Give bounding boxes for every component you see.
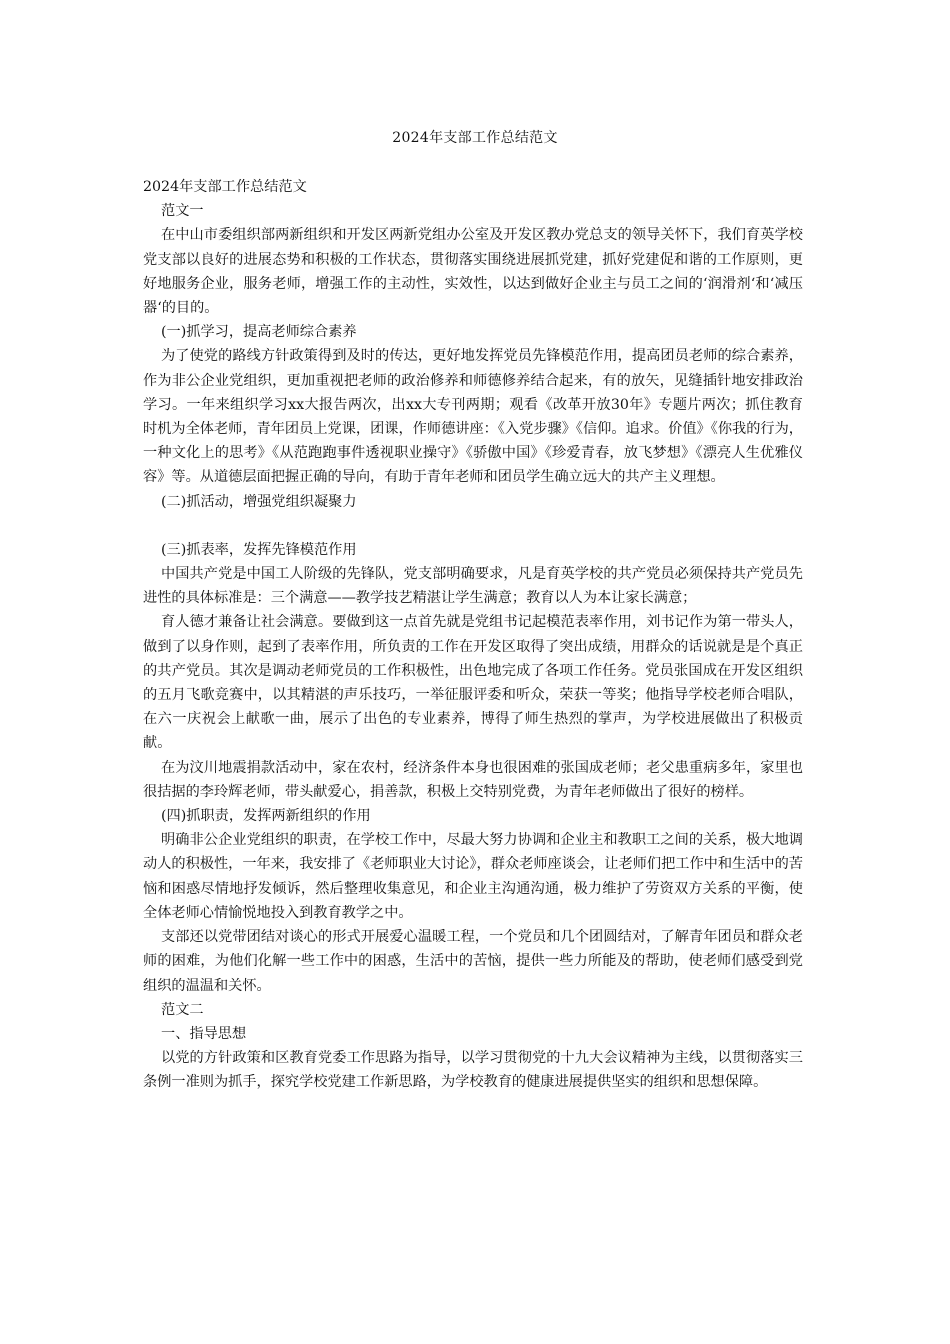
document-title: 2024年支部工作总结范文 bbox=[392, 130, 558, 146]
section-heading-example: (三)抓表率，发挥先锋模范作用 bbox=[161, 541, 357, 558]
body-heading: 2024年支部工作总结范文 bbox=[143, 179, 307, 195]
paragraph: 在为汶川地震捐款活动中，家在农村，经济条件本身也很困难的张国成老师；老父患重病多年，家里也很拮据的李玲辉老师，带头献爱心，捐善款，积极上交特别党费，为青年老师做出了很好的榜样。 bbox=[143, 759, 803, 800]
paragraph: 明确非公企业党组织的职责，在学校工作中，尽最大努力协调和企业主和教职工之间的关系，极大地调动人的积极性，一年来，我安排了《老师职业大讨论》，群众老师座谈会，让老师们把工作中和生活中的苦恼和困惑尽情地抒发倾诉，然后整理收集意见，和企业主沟通沟通，极力维护了劳资双方关系的平衡，使全体老师心情愉悦地投入到教育教学之中。 bbox=[143, 832, 803, 921]
sample-two-label: 范文二 bbox=[161, 1001, 204, 1018]
paragraph: 支部还以党带团结对谈心的形式开展爱心温暖工程，一个党员和几个团圆结对，了解青年团员和群众老师的困难，为他们化解一些工作中的困惑，生活中的苦恼，提供一些力所能及的帮助，使老师们感受到党组织的温温和关怀。 bbox=[143, 929, 803, 994]
section-heading-activities: (二)抓活动，增强党组织凝聚力 bbox=[161, 493, 357, 510]
document-body bbox=[143, 175, 803, 1095]
section-heading-duties: (四)抓职责，发挥两新组织的作用 bbox=[161, 808, 371, 825]
paragraph: 以党的方针政策和区教育党委工作思路为指导，以学习贯彻党的十九大会议精神为主线，以贯彻落实三条例一准则为抓手，探究学校党建工作新思路，为学校教育的健康进展提供坚实的组织和思想保障。 bbox=[143, 1050, 803, 1091]
sample-one-label: 范文一 bbox=[161, 203, 204, 220]
paragraph: 在中山市委组织部两新组织和开发区两新党组办公室及开发区教办党总支的领导关怀下，我们育英学校党支部以良好的进展态势和积极的工作状态，贯彻落实围绕进展抓党建，抓好党建促和谐的工作原则，更好地服务企业，服务老师，增强工作的主动性，实效性，以达到做好企业主与员工之间的‘润滑剂‘和‘减压器‘的目的。 bbox=[143, 227, 803, 317]
paragraph: 中国共产党是中国工人阶级的先锋队，党支部明确要求，凡是育英学校的共产党员必须保持共产党员先进性的具体标准是：三个满意——教学技艺精湛让学生满意；教育以人为本让家长满意； bbox=[143, 566, 803, 607]
paragraph: 为了使党的路线方针政策得到及时的传达，更好地发挥党员先锋模范作用，提高团员老师的综合素养，作为非公企业党组织，更加重视把老师的政治修养和师德修养结合起来，有的放矢，见缝插针地安排政治学习。一年来组织学习xx大报告两次，出xx大专刊两期；观看《改革开放30年》专题片两次；抓住教育时机为全体老师，青年团员上党课，团课，作师德讲座：《入党步骤》《信仰。追求。价值》《你我的行为，一种文化上的思考》《从范跑跑事件透视职业操守》《骄傲中国》《珍爱青春，放飞梦想》《漂亮人生优雅仪容》等。从道德层面把握正确的导向，有助于青年老师和团员学生确立远大的共产主义理想。 bbox=[143, 348, 803, 486]
section-heading-study: (一)抓学习，提高老师综合素养 bbox=[161, 324, 357, 341]
section-heading-guiding-ideology: 一、指导思想 bbox=[161, 1025, 247, 1042]
blank-line bbox=[143, 514, 803, 538]
paragraph: 育人德才兼备让社会满意。要做到这一点首先就是党组书记起模范表率作用，刘书记作为第一带头人，做到了以身作则，起到了表率作用，所负责的工作在开发区取得了突出成绩，用群众的话说就是是个真正的共产党员。其次是调动老师党员的工作积极性，出色地完成了各项工作任务。党员张国成在开发区组织的五月飞歌竞赛中，以其精湛的声乐技巧，一举征服评委和听众，荣获一等奖；他指导学校老师合唱队，在六一庆祝会上献歌一曲，展示了出色的专业素养，博得了师生热烈的掌声，为学校进展做出了积极贡献。 bbox=[143, 614, 803, 752]
